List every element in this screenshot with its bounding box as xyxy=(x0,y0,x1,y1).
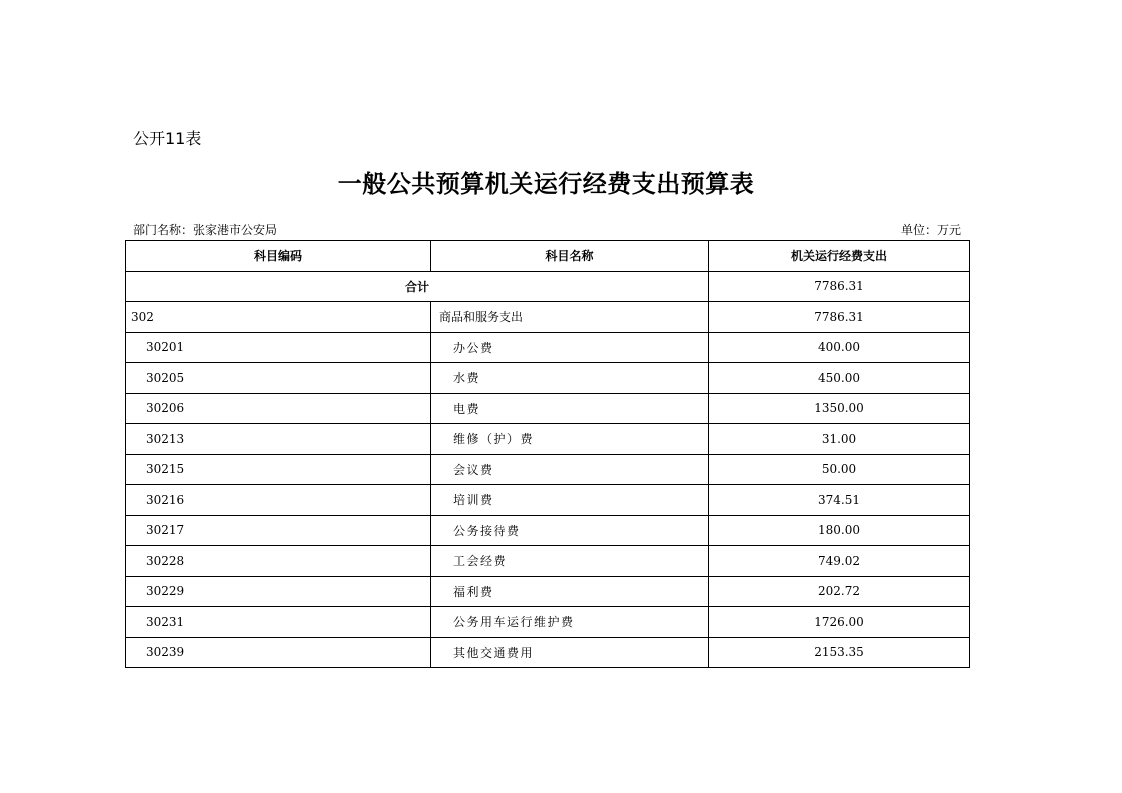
item-name: 水费 xyxy=(431,363,709,394)
total-amount: 7786.31 xyxy=(709,271,970,302)
table-row xyxy=(126,363,970,394)
item-code: 30205 xyxy=(126,363,431,394)
category-row xyxy=(126,302,970,333)
table-row xyxy=(126,576,970,607)
table-number: 公开11表 xyxy=(133,129,202,148)
unit-label: 单位：万元 xyxy=(900,223,961,237)
item-code: 30216 xyxy=(126,485,431,516)
item-name: 电费 xyxy=(431,393,709,424)
table-row xyxy=(126,546,970,577)
item-name: 福利费 xyxy=(431,576,709,607)
column-header-code: 科目编码 xyxy=(126,241,431,272)
table-row xyxy=(126,332,970,363)
table-row xyxy=(126,424,970,455)
item-amount: 1726.00 xyxy=(709,607,970,638)
item-amount: 1350.00 xyxy=(709,393,970,424)
item-code: 30206 xyxy=(126,393,431,424)
table-row xyxy=(126,485,970,516)
category-name: 商品和服务支出 xyxy=(431,302,709,333)
item-code: 30217 xyxy=(126,515,431,546)
total-label: 合计 xyxy=(126,271,709,302)
table-row xyxy=(126,637,970,668)
table-header-row xyxy=(126,241,970,272)
item-code: 30215 xyxy=(126,454,431,485)
item-amount: 400.00 xyxy=(709,332,970,363)
item-amount: 374.51 xyxy=(709,485,970,516)
page-title: 一般公共预算机关运行经费支出预算表 xyxy=(337,170,755,198)
item-code: 30213 xyxy=(126,424,431,455)
category-amount: 7786.31 xyxy=(709,302,970,333)
item-amount: 202.72 xyxy=(709,576,970,607)
department-name: 部门名称：张家港市公安局 xyxy=(133,223,278,237)
item-name: 会议费 xyxy=(431,454,709,485)
item-amount: 50.00 xyxy=(709,454,970,485)
item-name: 维修（护）费 xyxy=(431,424,709,455)
item-code: 30231 xyxy=(126,607,431,638)
total-row xyxy=(126,271,970,302)
table-row xyxy=(126,393,970,424)
item-amount: 2153.35 xyxy=(709,637,970,668)
item-name: 公务接待费 xyxy=(431,515,709,546)
column-header-name: 科目名称 xyxy=(431,241,709,272)
item-code: 30239 xyxy=(126,637,431,668)
item-amount: 749.02 xyxy=(709,546,970,577)
item-code: 30201 xyxy=(126,332,431,363)
item-amount: 180.00 xyxy=(709,515,970,546)
item-name: 工会经费 xyxy=(431,546,709,577)
category-code: 302 xyxy=(126,302,431,333)
item-code: 30228 xyxy=(126,546,431,577)
column-header-amount: 机关运行经费支出 xyxy=(709,241,970,272)
budget-table xyxy=(125,240,970,668)
item-name: 办公费 xyxy=(431,332,709,363)
table-row xyxy=(126,515,970,546)
item-name: 培训费 xyxy=(431,485,709,516)
item-name: 公务用车运行维护费 xyxy=(431,607,709,638)
table-row xyxy=(126,607,970,638)
item-name: 其他交通费用 xyxy=(431,637,709,668)
item-amount: 31.00 xyxy=(709,424,970,455)
item-code: 30229 xyxy=(126,576,431,607)
item-amount: 450.00 xyxy=(709,363,970,394)
table-row xyxy=(126,454,970,485)
